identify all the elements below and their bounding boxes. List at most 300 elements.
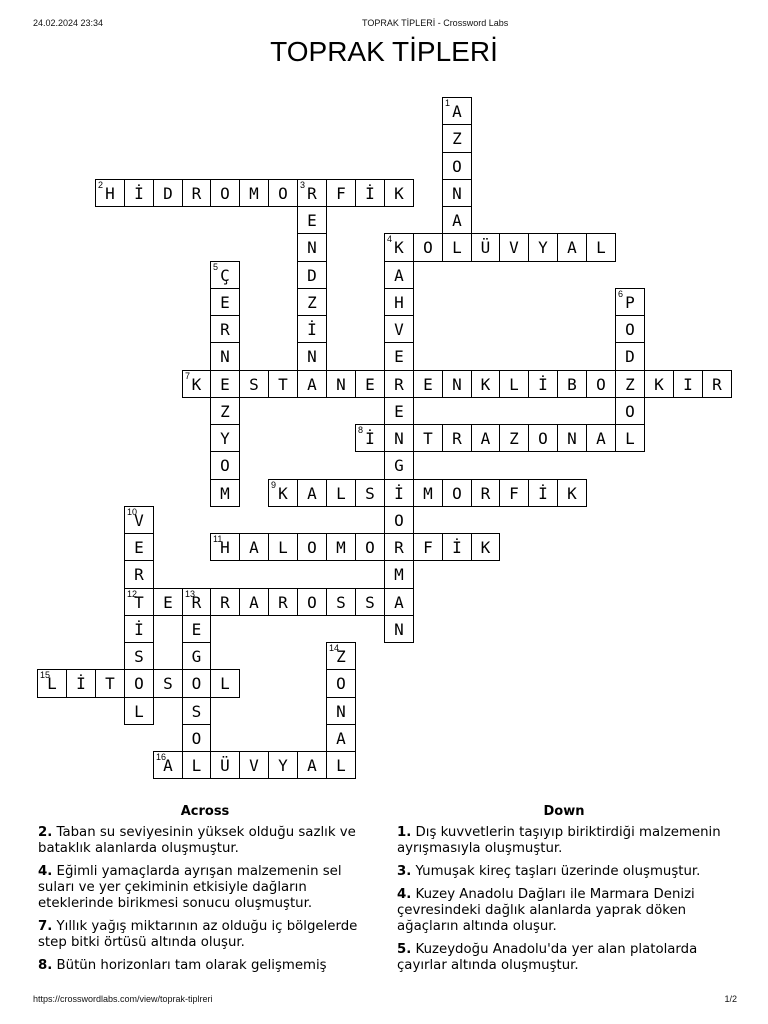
grid-cell xyxy=(355,533,385,561)
grid-letter: O xyxy=(423,238,433,257)
grid-cell xyxy=(297,479,327,507)
print-page-number: 1/2 xyxy=(724,994,737,1004)
grid-cell xyxy=(615,424,645,452)
grid-letter: İ xyxy=(538,374,548,394)
grid-cell xyxy=(153,669,183,698)
grid-letter: L xyxy=(625,428,635,448)
grid-letter: E xyxy=(163,592,173,612)
clue-text: Eğimli yamaçlarda ayrışan malzemenin sel suları ve yer çekiminin etkisiyle dağların eteklerinde birikmesi sonucu oluşmuştur. xyxy=(38,864,342,911)
grid-letter: N xyxy=(394,428,404,448)
grid-cell xyxy=(528,233,558,262)
grid-letter: İ xyxy=(134,619,144,639)
grid-letter: N xyxy=(336,374,346,394)
grid-cell xyxy=(153,588,183,616)
grid-letter: I xyxy=(683,374,693,394)
clue-number-label: 6 xyxy=(618,289,624,299)
grid-cell xyxy=(210,397,240,425)
grid-cell xyxy=(297,533,327,561)
grid-cell xyxy=(297,370,327,398)
grid-cell xyxy=(124,533,154,561)
grid-cell xyxy=(384,615,414,643)
grid-letter: A xyxy=(307,374,317,394)
grid-letter: İ xyxy=(365,428,375,448)
grid-letter: D xyxy=(163,183,173,203)
clue-text: Kuzeydoğu Anadolu'da yer alan platolarda çayırlar altında oluşmuştur. xyxy=(397,942,698,973)
grid-cell xyxy=(557,479,587,507)
grid-letter: R xyxy=(220,592,230,612)
grid-cell xyxy=(384,179,414,207)
grid-letter: D xyxy=(307,265,317,285)
grid-letter: R xyxy=(307,183,317,203)
grid-letter: K xyxy=(654,374,664,394)
grid-cell xyxy=(442,370,472,398)
grid-letter: R xyxy=(480,483,491,503)
grid-letter: V xyxy=(509,238,519,257)
grid-letter: Y xyxy=(220,428,230,448)
grid-letter: T xyxy=(278,374,288,394)
grid-letter: R xyxy=(134,565,144,584)
grid-letter: O xyxy=(538,428,548,448)
grid-letter: R xyxy=(712,374,722,394)
grid-letter: L xyxy=(596,238,606,257)
grid-letter: R xyxy=(394,374,404,394)
grid-cell xyxy=(297,315,327,343)
grid-cell xyxy=(413,370,443,398)
grid-cell xyxy=(326,370,356,398)
clue-down-5 xyxy=(397,942,731,974)
grid-cell xyxy=(182,669,211,698)
grid-cell xyxy=(239,179,269,207)
grid-letter: O xyxy=(307,537,317,557)
grid-cell xyxy=(124,179,154,207)
grid-cell xyxy=(442,124,472,153)
clue-number: 1. xyxy=(397,825,412,840)
grid-letter: E xyxy=(394,347,404,366)
grid-cell xyxy=(326,533,356,561)
grid-cell xyxy=(442,206,472,234)
grid-letter: T xyxy=(423,428,433,448)
grid-letter: İ xyxy=(394,483,404,503)
grid-letter: Y xyxy=(278,755,288,775)
grid-letter: H xyxy=(220,537,230,557)
clue-text: Bütün horizonları tam olarak gelişmemiş xyxy=(56,958,327,973)
grid-cell xyxy=(471,479,500,507)
clue-number-label: 15 xyxy=(40,670,51,680)
grid-letter: K xyxy=(394,183,404,203)
grid-letter: A xyxy=(394,592,404,612)
grid-letter: L xyxy=(278,537,288,557)
grid-cell xyxy=(210,370,240,398)
grid-letter: İ xyxy=(76,674,86,693)
grid-letter: A xyxy=(249,537,259,557)
grid-cell xyxy=(297,342,327,371)
grid-cell xyxy=(326,697,356,725)
grid-cell xyxy=(124,669,154,698)
down-heading: Down xyxy=(543,804,585,819)
grid-cell xyxy=(182,751,211,779)
grid-letter: O xyxy=(191,674,202,693)
grid-cell xyxy=(499,424,529,452)
grid-cell xyxy=(95,179,125,207)
grid-letter: O xyxy=(625,401,635,421)
grid-cell xyxy=(210,451,240,480)
grid-letter: Z xyxy=(452,129,462,148)
grid-cell xyxy=(528,370,558,398)
clue-number-label: 16 xyxy=(156,752,167,762)
grid-cell xyxy=(297,179,327,207)
grid-letter: N xyxy=(336,701,346,721)
grid-cell xyxy=(413,424,443,452)
grid-cell xyxy=(326,479,356,507)
grid-letter: N xyxy=(452,374,462,394)
clue-across-7 xyxy=(38,919,372,951)
grid-cell xyxy=(210,424,240,452)
grid-letter: A xyxy=(452,210,462,230)
grid-letter: İ xyxy=(307,319,317,339)
grid-cell xyxy=(499,233,529,262)
grid-letter: E xyxy=(134,537,144,557)
grid-letter: N xyxy=(567,428,577,448)
across-clues xyxy=(38,804,372,981)
clue-down-1 xyxy=(397,825,731,857)
grid-letter: N xyxy=(220,347,230,366)
grid-letter: L xyxy=(47,674,57,693)
grid-cell xyxy=(37,669,67,698)
grid-cell xyxy=(210,315,240,343)
grid-cell xyxy=(210,179,240,207)
grid-letter: F xyxy=(423,537,433,557)
grid-letter: L xyxy=(336,755,346,775)
grid-cell xyxy=(297,751,327,779)
clue-text: Taban su seviyesinin yüksek olduğu sazlık ve bataklık alanlarda oluşmuştur. xyxy=(38,825,356,856)
clue-number-label: 12 xyxy=(127,589,138,599)
clue-number-label: 5 xyxy=(213,262,219,272)
across-heading: Across xyxy=(180,804,230,819)
grid-cell xyxy=(239,588,269,616)
grid-cell xyxy=(268,751,298,779)
grid-letter: İ xyxy=(134,183,144,203)
grid-letter: O xyxy=(596,374,606,394)
clue-number-label: 10 xyxy=(127,507,138,517)
grid-letter: O xyxy=(625,319,635,339)
clue-number: 8. xyxy=(38,958,53,973)
grid-letter: A xyxy=(480,428,491,448)
grid-cell xyxy=(124,506,154,534)
grid-cell xyxy=(124,560,154,589)
grid-letter: A xyxy=(394,265,404,285)
clue-number-label: 4 xyxy=(387,234,393,244)
down-clues xyxy=(397,804,731,981)
grid-cell xyxy=(297,233,327,262)
print-document-title: TOPRAK TİPLERİ - Crossword Labs xyxy=(362,18,509,28)
grid-cell xyxy=(499,370,529,398)
clue-number-label: 3 xyxy=(300,180,306,190)
grid-cell xyxy=(326,179,356,207)
grid-cell xyxy=(384,288,414,316)
grid-letter: R xyxy=(191,592,202,612)
grid-cell xyxy=(471,424,500,452)
grid-cell xyxy=(182,724,211,752)
grid-letter: K xyxy=(394,238,404,257)
grid-letter: O xyxy=(134,674,144,693)
grid-cell xyxy=(384,315,414,343)
grid-letter: V xyxy=(394,319,404,339)
grid-cell xyxy=(413,533,443,561)
print-url: https://crosswordlabs.com/view/toprak-tiplreri xyxy=(33,994,213,1004)
grid-letter: L xyxy=(336,483,346,503)
grid-letter: A xyxy=(163,755,173,775)
grid-letter: P xyxy=(625,292,635,312)
grid-cell xyxy=(384,424,414,452)
grid-cell xyxy=(124,642,154,670)
grid-letter: A xyxy=(336,728,346,748)
grid-cell xyxy=(210,479,240,507)
grid-cell xyxy=(528,424,558,452)
grid-letter: E xyxy=(394,401,404,421)
grid-cell xyxy=(210,261,240,289)
grid-letter: N xyxy=(307,347,317,366)
grid-letter: S xyxy=(249,374,259,394)
grid-cell xyxy=(297,288,327,316)
grid-cell xyxy=(268,479,298,507)
grid-cell xyxy=(615,370,645,398)
grid-letter: Z xyxy=(625,374,635,394)
grid-cell xyxy=(66,669,96,698)
grid-cell xyxy=(182,697,211,725)
grid-letter: S xyxy=(134,646,144,666)
grid-cell xyxy=(239,533,269,561)
clue-text: Kuzey Anadolu Dağları ile Marmara Denizi çevresindeki dağlık alanlarda yaprak döken ağaçların altında oluşur. xyxy=(397,887,695,934)
grid-cell xyxy=(384,479,414,507)
clue-number-label: 14 xyxy=(329,643,340,653)
grid-letter: O xyxy=(307,592,317,612)
grid-cell xyxy=(355,370,385,398)
grid-letter: V xyxy=(134,510,144,530)
grid-letter: F xyxy=(509,483,519,503)
grid-letter: A xyxy=(567,238,577,257)
grid-letter: A xyxy=(307,483,317,503)
grid-cell xyxy=(239,751,269,779)
clue-number-label: 7 xyxy=(185,371,191,381)
grid-letter: V xyxy=(249,755,259,775)
grid-cell xyxy=(297,261,327,289)
clue-down-4 xyxy=(397,887,731,935)
grid-cell xyxy=(442,179,472,207)
clue-text: Yumuşak kireç taşları üzerinde oluşmuştur. xyxy=(415,864,701,879)
grid-cell xyxy=(442,233,472,262)
grid-cell xyxy=(326,669,356,698)
print-date: 24.02.2024 23:34 xyxy=(33,18,104,28)
grid-letter: O xyxy=(452,156,462,176)
grid-letter: E xyxy=(220,374,230,394)
grid-cell xyxy=(326,724,356,752)
grid-letter: H xyxy=(105,183,115,203)
clue-number-label: 9 xyxy=(271,480,277,490)
clue-across-4 xyxy=(38,864,372,912)
grid-cell xyxy=(615,315,645,343)
grid-letter: S xyxy=(163,674,173,693)
clue-number: 2. xyxy=(38,825,53,840)
grid-cell xyxy=(210,669,240,698)
grid-letter: L xyxy=(452,238,462,257)
grid-letter: Z xyxy=(307,292,317,312)
grid-cell xyxy=(442,479,472,507)
grid-letter: S xyxy=(365,592,375,612)
grid-letter: İ xyxy=(538,483,548,503)
grid-letter: K xyxy=(567,483,577,503)
grid-letter: Ü xyxy=(220,755,230,775)
grid-letter: N xyxy=(307,238,317,257)
grid-letter: F xyxy=(336,183,346,203)
clue-number-label: 2 xyxy=(98,180,104,190)
grid-letter: R xyxy=(278,592,288,612)
grid-cell xyxy=(124,697,154,725)
grid-letter: Z xyxy=(220,401,230,421)
grid-letter: M xyxy=(394,565,404,584)
grid-letter: N xyxy=(452,183,462,203)
grid-cell xyxy=(268,588,298,616)
clue-number-label: 8 xyxy=(358,425,364,435)
grid-letter: T xyxy=(134,592,144,612)
grid-letter: R xyxy=(452,428,462,448)
grid-letter: A xyxy=(452,101,462,121)
crossword-grid xyxy=(37,97,737,787)
grid-cell xyxy=(355,479,385,507)
grid-cell xyxy=(615,288,645,316)
grid-cell xyxy=(210,342,240,371)
grid-letter: L xyxy=(191,755,202,775)
grid-cell xyxy=(182,588,211,616)
grid-cell xyxy=(471,233,500,262)
grid-letter: İ xyxy=(365,183,375,203)
clue-number: 5. xyxy=(397,942,412,957)
clue-number: 3. xyxy=(397,864,412,879)
grid-cell xyxy=(644,370,674,398)
grid-cell xyxy=(210,288,240,316)
grid-cell xyxy=(297,206,327,234)
grid-letter: O xyxy=(394,510,404,530)
grid-letter: E xyxy=(307,210,317,230)
grid-cell xyxy=(557,233,587,262)
grid-letter: Z xyxy=(336,646,346,666)
grid-letter: O xyxy=(452,483,462,503)
grid-cell xyxy=(182,615,211,643)
clue-text: Yıllık yağış miktarının az olduğu iç bölgelerde step bitki örtüsü altında oluşur. xyxy=(38,919,358,950)
grid-letter: E xyxy=(191,619,202,639)
grid-letter: L xyxy=(220,674,230,693)
grid-letter: A xyxy=(307,755,317,775)
grid-letter: K xyxy=(480,374,491,394)
grid-letter: Ü xyxy=(480,238,491,257)
grid-cell xyxy=(384,261,414,289)
grid-cell xyxy=(384,588,414,616)
grid-cell xyxy=(471,370,500,398)
grid-cell xyxy=(153,751,183,779)
grid-cell xyxy=(182,179,211,207)
grid-letter: S xyxy=(191,701,202,721)
grid-cell xyxy=(413,479,443,507)
grid-letter: O xyxy=(191,728,202,748)
grid-cell xyxy=(95,669,125,698)
grid-cell xyxy=(326,588,356,616)
grid-cell xyxy=(384,233,414,262)
grid-letter: B xyxy=(567,374,577,394)
grid-cell xyxy=(210,533,240,561)
grid-cell xyxy=(557,370,587,398)
grid-cell xyxy=(442,97,472,125)
grid-cell xyxy=(615,397,645,425)
grid-cell xyxy=(268,370,298,398)
grid-cell xyxy=(153,179,183,207)
grid-letter: N xyxy=(394,619,404,639)
grid-letter: S xyxy=(365,483,375,503)
grid-cell xyxy=(384,560,414,589)
grid-letter: O xyxy=(220,456,230,475)
grid-cell xyxy=(326,751,356,779)
clue-number: 4. xyxy=(38,864,53,879)
grid-letter: O xyxy=(365,537,375,557)
clue-number-label: 13 xyxy=(185,589,196,599)
grid-letter: O xyxy=(278,183,288,203)
grid-cell xyxy=(268,533,298,561)
clue-across-8 xyxy=(38,958,372,974)
grid-cell xyxy=(471,533,500,561)
grid-cell xyxy=(326,642,356,670)
grid-cell xyxy=(528,479,558,507)
grid-letter: G xyxy=(394,456,404,475)
grid-letter: İ xyxy=(452,537,462,557)
grid-cell xyxy=(297,588,327,616)
grid-letter: R xyxy=(191,183,202,203)
grid-letter: A xyxy=(249,592,259,612)
clue-number-label: 1 xyxy=(445,98,451,108)
grid-letter: M xyxy=(423,483,433,503)
grid-letter: K xyxy=(480,537,491,557)
grid-cell xyxy=(355,179,385,207)
grid-cell xyxy=(268,179,298,207)
grid-cell xyxy=(442,533,472,561)
grid-letter: D xyxy=(625,347,635,366)
clue-across-2 xyxy=(38,825,372,857)
grid-letter: T xyxy=(105,674,115,693)
grid-letter: A xyxy=(596,428,606,448)
grid-letter: R xyxy=(394,537,404,557)
grid-letter: H xyxy=(394,292,404,312)
grid-letter: E xyxy=(220,292,230,312)
clue-text: Dış kuvvetlerin taşıyıp biriktirdiği malzemenin ayrışmasıyla oluşmuştur. xyxy=(397,825,721,856)
grid-letter: O xyxy=(220,183,230,203)
grid-cell xyxy=(384,533,414,561)
grid-cell xyxy=(355,424,385,452)
grid-letter: M xyxy=(249,183,259,203)
grid-cell xyxy=(557,424,587,452)
grid-letter: Z xyxy=(509,428,519,448)
grid-cell xyxy=(442,424,472,452)
grid-cell xyxy=(355,588,385,616)
clue-number-label: 11 xyxy=(213,534,223,544)
grid-cell xyxy=(124,615,154,643)
grid-letter: E xyxy=(365,374,375,394)
grid-letter: K xyxy=(278,483,288,503)
grid-letter: K xyxy=(191,374,202,394)
grid-cell xyxy=(182,370,211,398)
grid-letter: Y xyxy=(538,238,548,257)
grid-cell xyxy=(702,370,732,398)
grid-letter: L xyxy=(509,374,519,394)
grid-cell xyxy=(384,451,414,480)
grid-cell xyxy=(384,506,414,534)
grid-cell xyxy=(586,424,616,452)
